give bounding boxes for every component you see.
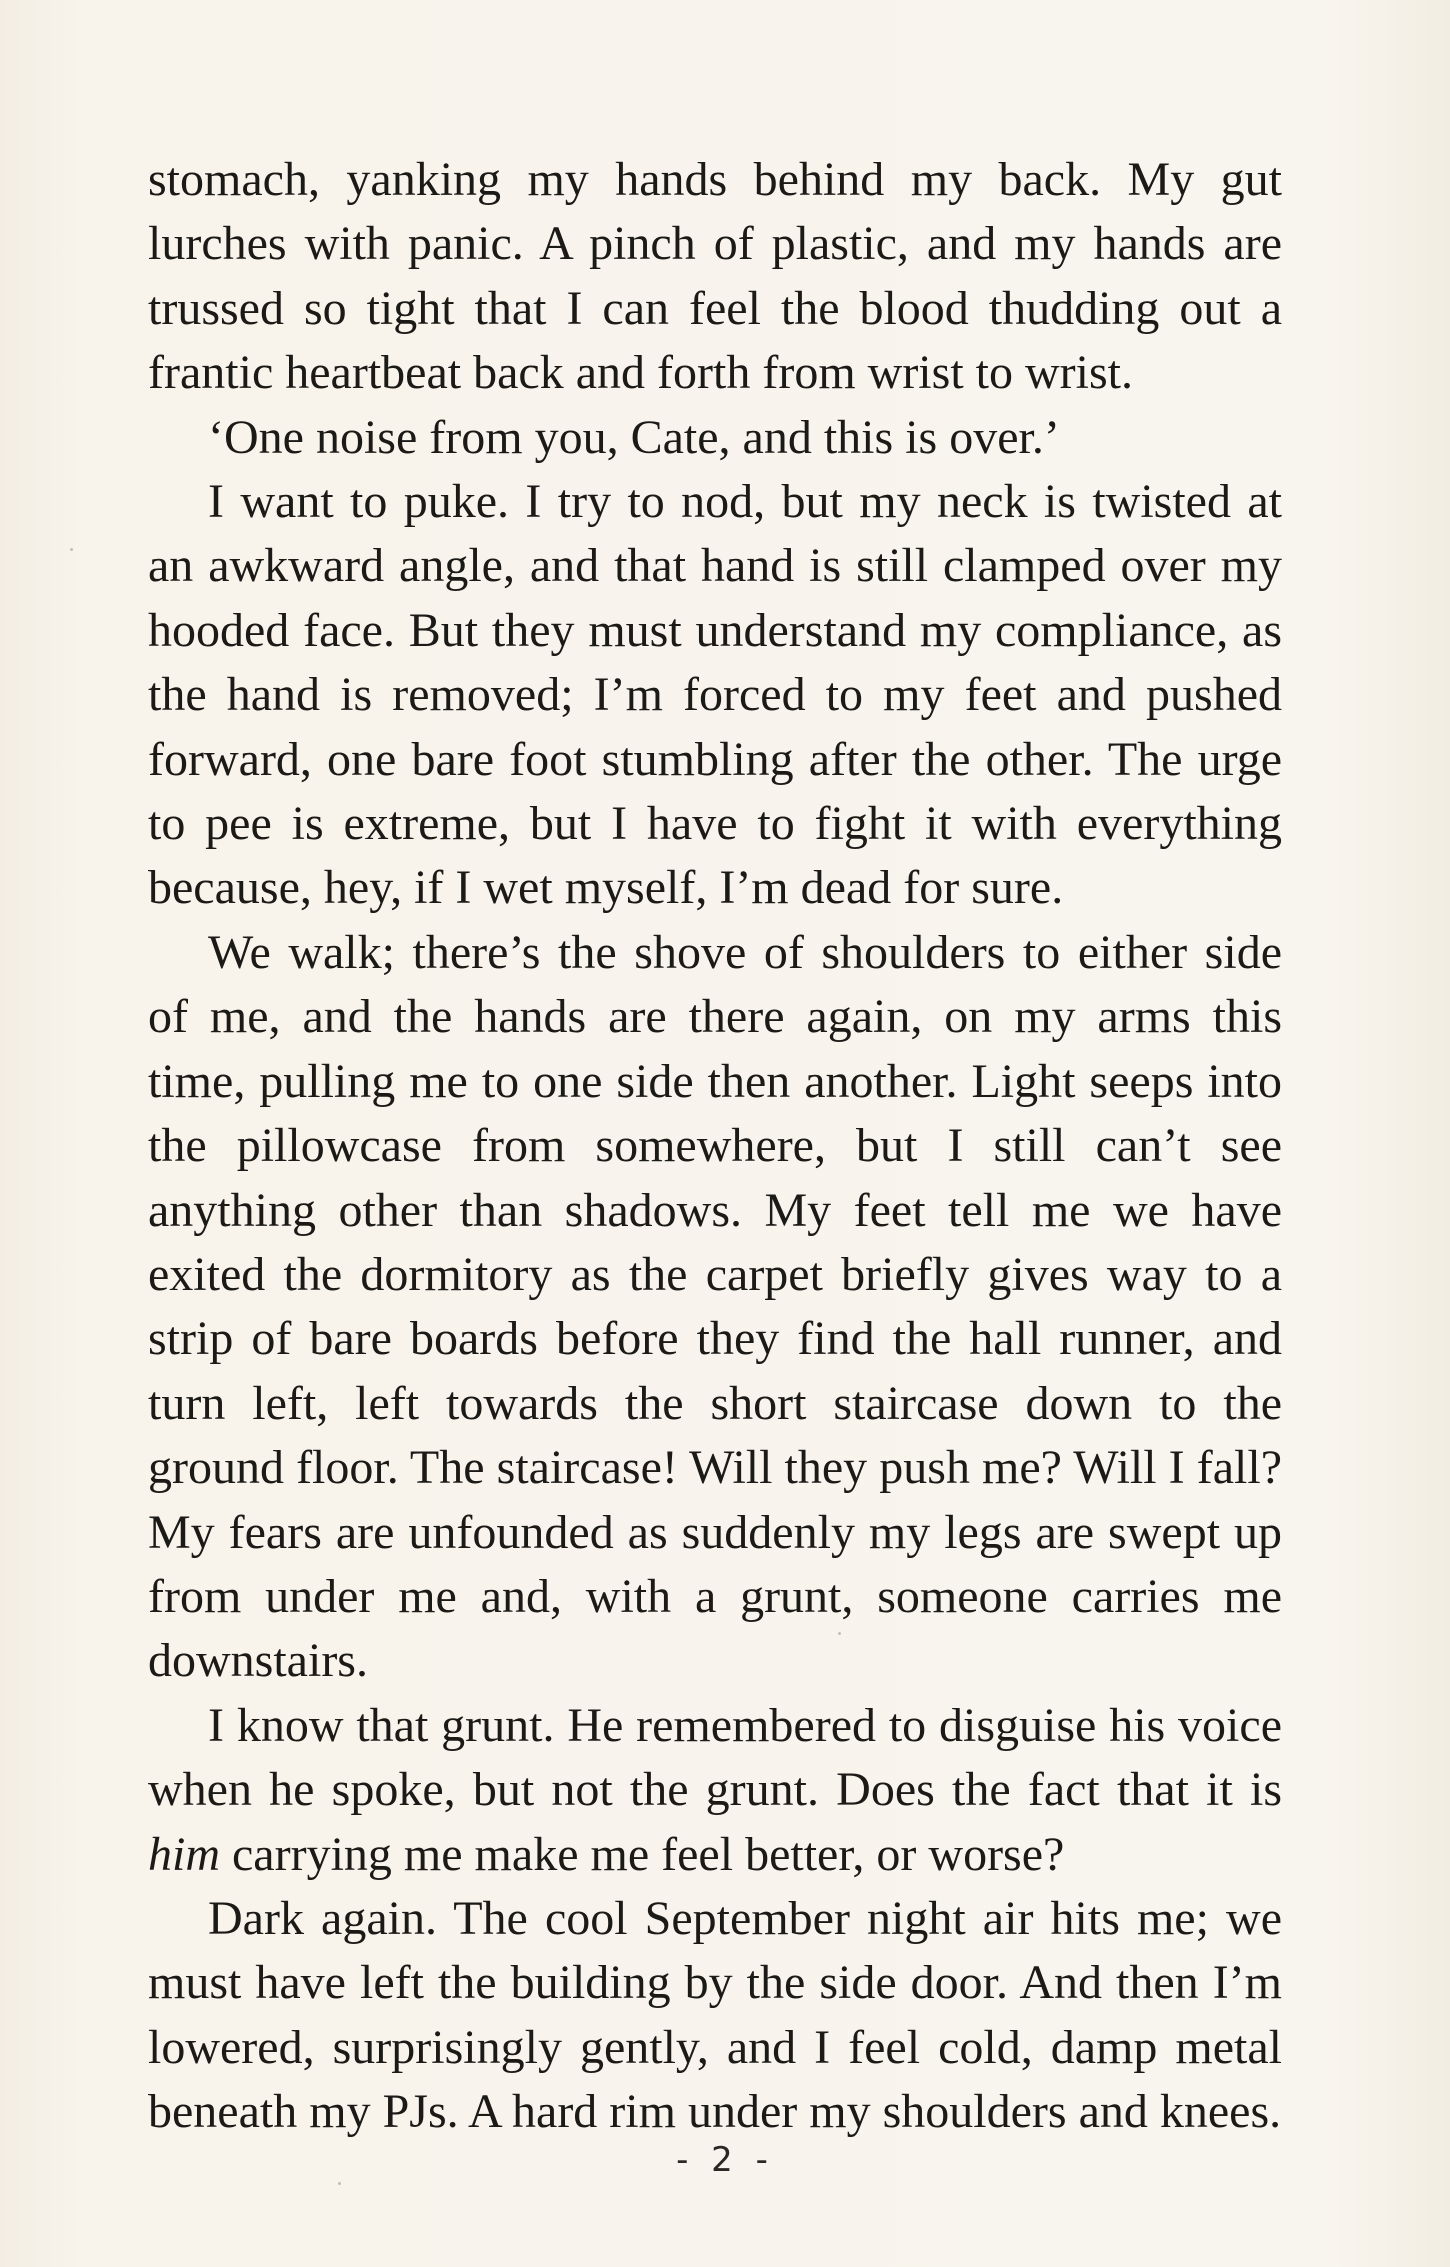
paragraph-text: We walk; there’s the shove of shoulders to either side of me, and the hands are there again, on my arms this time, pulling me to one side then another. Light seeps into the pillowcase from somewhere, but I still can’t see anything other than shadows. My feet tell me we have exited the dormitory as the carpet briefly gives way to a strip of bare boards before they find the hall runner, and turn left, left towards the short staircase down to the ground floor. The staircase! Will they push me? Will I fall? My fears are unfounded as suddenly my legs are swept up from under me and, with a grunt, someone carries me downstairs. [148,925,1282,1688]
paragraph-text: I want to puke. I try to nod, but my neck is twisted at an awkward angle, and that hand is still clamped over my hooded face. But they must understand my compliance, as the hand is removed; I’m forced to my feet and pushed forward, one bare foot stumbling after the other. The urge to pee is extreme, but I have to fight it with everything because, hey, if I wet myself, I’m dead for sure. [148,475,1282,915]
paragraph-4 [148,921,1282,1694]
paper-speck [70,548,73,551]
paragraph-1 [148,148,1282,406]
paragraph-text: I know that grunt. He remembered to disguise his voice when he spoke, but not the grunt. Does the fact that it is [148,1698,1282,1817]
paper-speck [838,1632,841,1635]
paragraph-text: ‘One noise from you, Cate, and this is over.’ [208,410,1060,464]
paragraph-6 [148,1887,1282,2145]
paper-speck [338,2182,341,2185]
emphasis-text: him [148,1827,220,1881]
paragraph-3 [148,470,1282,921]
paragraph-text: carrying me make me feel better, or worse? [220,1827,1065,1881]
paragraph-text: Dark again. The cool September night air hits me; we must have left the building by the side door. And then I’m lowered, surprisingly gently, and I feel cold, damp metal beneath my PJs. A hard rim under my shoulders and knees. [148,1891,1282,2139]
body-text [148,148,1282,2145]
paragraph-5 [148,1694,1282,1887]
paragraph-2 [148,406,1282,470]
page-number: - 2 - [676,2140,774,2180]
paragraph-text: stomach, yanking my hands behind my back. My gut lurches with panic. A pinch of plastic, and my hands are trussed so tight that I can feel the blood thudding out a frantic heartbeat back and forth from wrist to wrist. [148,153,1282,400]
